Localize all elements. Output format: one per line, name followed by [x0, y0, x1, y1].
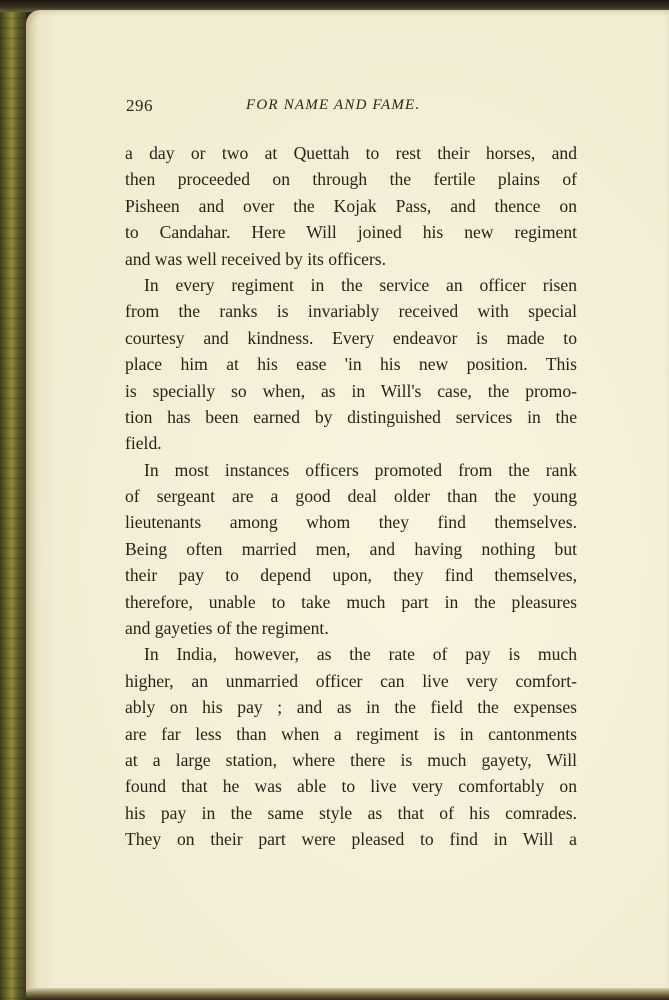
text-line: lieutenants among whom they find themselves.: [125, 512, 577, 533]
text-line: is specially so when, as in Will's case, the promo-: [125, 380, 577, 401]
text-line: courtesy and kindness. Every endeavor is made to: [125, 327, 577, 348]
text-line: higher, an unmarried officer can live very comfort-: [125, 670, 577, 691]
text-line: In every regiment in the service an officer risen: [144, 274, 577, 295]
text-line: therefore, unable to take much part in the pleasures: [125, 591, 577, 612]
text-line: Being often married men, and having nothing but: [125, 538, 577, 559]
text-line: a day or two at Quettah to rest their horses, and: [125, 143, 577, 163]
text-line: from the ranks is invariably received with special: [125, 301, 577, 322]
text-line: found that he was able to live very comfortably on: [125, 776, 577, 797]
book-binding-edge: [0, 0, 26, 1000]
text-line: field.: [125, 433, 162, 454]
text-line: their pay to depend upon, they find themselves,: [125, 565, 577, 586]
bottom-page-edge: [26, 988, 669, 1000]
text-line: In India, however, as the rate of pay is much: [144, 644, 577, 665]
text-line: are far less than when a regiment is in cantonments: [125, 723, 577, 744]
text-line: his pay in the same style as that of his comrades.: [125, 802, 577, 823]
text-line: In most instances officers promoted from the rank: [144, 459, 577, 480]
text-line: then proceeded on through the fertile plains of: [125, 169, 577, 190]
text-line: to Candahar. Here Will joined his new regiment: [125, 222, 577, 243]
page-number: 296: [126, 96, 153, 115]
text-line: at a large station, where there is much gayety, Will: [125, 749, 577, 770]
running-title: FOR NAME AND FAME.: [246, 97, 421, 113]
text-line: place him at his ease 'in his new position. This: [125, 354, 577, 375]
text-line: Pisheen and over the Kojak Pass, and thence on: [125, 195, 577, 216]
page-body-text: [125, 140, 577, 853]
text-line: ably on his pay ; and as in the field the expenses: [125, 697, 577, 718]
text-line: and gayeties of the regiment.: [125, 618, 329, 639]
text-line: of sergeant are a good deal older than the young: [125, 486, 577, 507]
page-header: [126, 96, 506, 120]
text-line: and was well received by its officers.: [125, 248, 387, 269]
text-line: tion has been earned by distinguished services in the: [125, 406, 577, 427]
text-line: They on their part were pleased to find in Will a: [125, 829, 577, 850]
